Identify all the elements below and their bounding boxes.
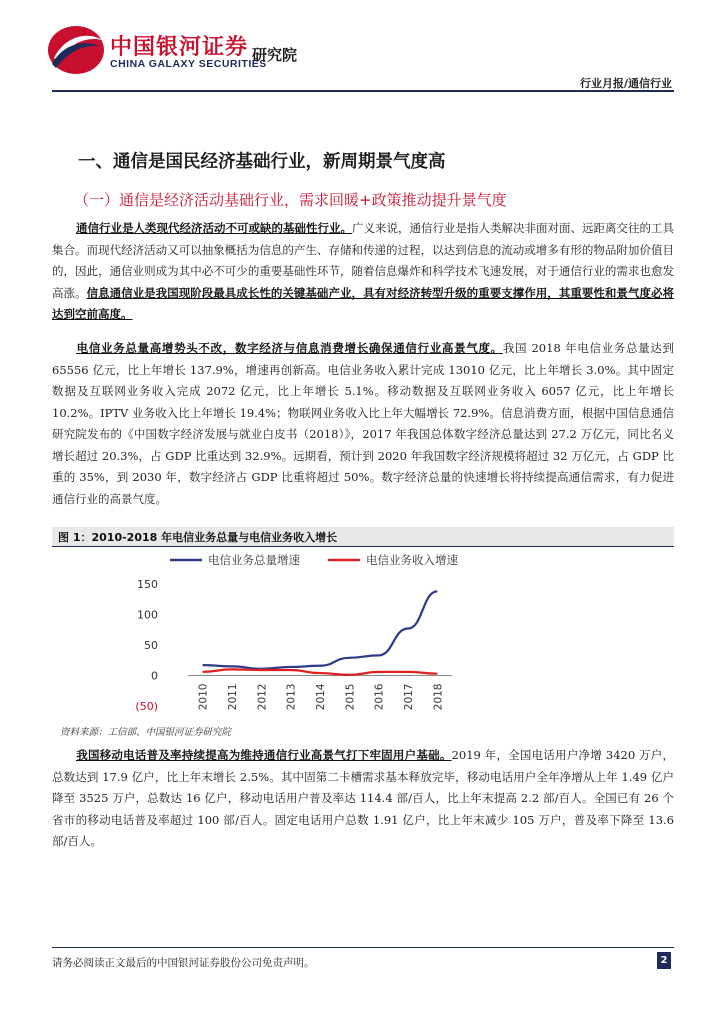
institute-label: 研究院 [252,46,298,64]
paragraph-lead-bold: 通信行业是人类现代经济活动不可或缺的基础性行业。 [76,221,352,235]
y-tick-label: 150 [137,578,158,591]
x-axis [198,683,445,710]
x-tick-label: 2015 [344,683,357,711]
page-number: 2 [657,952,671,969]
paragraph-body: 广义来说，通信行业是指人类解决非面对面、远距离交往的工具集合。而现代经济活动又可以抽象概括为信息的产生、存储和传递的过程，以达到信息的流动或增多有形的物品附加价值目的，因此，通信业则成为其中必不可少的重要基础性环节，随着信息爆炸和科学技术飞速发展，对于通信行业的需求也愈发高涨。 [52,221,674,300]
paragraph-mobile-penetration [52,745,674,853]
y-tick-label: 100 [137,608,158,622]
figure-source: 资料来源：工信部、中国银河证券研究院 [60,727,232,738]
series-line-total [203,591,438,668]
subsection-heading: （一）通信是经济活动基础行业，需求回暖+政策推动提升景气度 [74,191,507,209]
legend-label-total: 电信业务总量增速 [208,553,300,567]
y-tick-label: 0 [151,669,158,683]
legend-label-revenue: 电信业务收入增速 [366,553,458,567]
brand-name-en: CHINA GALAXY SECURITIES [110,58,267,70]
brand-name-cn: 中国银河证券 [110,35,249,60]
header-divider [52,90,674,92]
x-tick-label: 2014 [315,683,327,711]
y-tick-label: (50) [135,700,158,713]
x-tick-label: 2012 [256,683,269,711]
paragraph-tail-bold: 信息通信业是我国现阶段最具成长性的关键基础产业，具有对经济转型升级的重要支撑作用，其重要性和景气度必将达到空前高度。 [52,285,674,321]
footer-disclaimer: 请务必阅读正文最后的中国银河证券股份公司免责声明。 [52,957,315,969]
x-tick-label: 2013 [285,683,298,711]
paragraph-industry-basis [52,218,674,326]
paragraph-lead-bold: 我国移动电话普及率持续提高为维持通信行业高景气打下牢固用户基础。 [76,748,452,762]
x-tick-label: 2017 [403,683,415,711]
report-type-label: 行业月报/通信行业 [579,77,672,90]
paragraph-lead-bold: 电信业务总量高增势头不改，数字经济与信息消费增长确保通信行业高景气度。 [76,341,503,355]
y-tick-label: 50 [144,639,158,652]
y-axis [135,578,158,713]
x-tick-label: 2011 [227,683,239,711]
x-tick-label: 2016 [373,683,386,711]
paragraph-telecom-volume [52,338,674,510]
growth-line-chart [52,548,472,720]
figure-title: 图 1：2010-2018 年电信业务总量与电信业务收入增长 [58,531,338,544]
x-tick-label: 2010 [197,683,210,711]
x-tick-label: 2018 [432,683,445,711]
section-heading: 一、通信是国民经济基础行业，新周期景气度高 [78,152,446,172]
paragraph-body: 2019 年，全国电话用户净增 3420 万户，总数达到 17.9 亿户，比上年末增长 2.5%。其中固第二卡槽需求基本释放完毕，移动电话用户全年净增从上年 1.49 亿户降至 3525 万户，总数达 16 亿户，移动电话用户普及率达 114.4 部/百人，比上年末提高 2.2 部/百人。全国已有 26 个省市的移动电话普及率超过 100 部/百人。固定电话用户总数 1.91 亿户，比上年末减少 105 万户，普及率下降至 13.6 部/百人。 [52,748,674,848]
footer-divider [52,947,674,948]
series-line-revenue [203,669,438,674]
galaxy-logo-icon [46,24,106,76]
paragraph-body: 我国 2018 年电信业务总量达到 65556 亿元，比上年增长 137.9%，增速再创新高。电信业务收入累计完成 13010 亿元，比上年增长 3.0%。其中固定数据及互联网业务收入完成 2072 亿元，比上年增长 5.1%。移动数据及互联网业务收入 6057 亿元，比上年增长 10.2%。IPTV 业务收入比上年增长 19.4%；物联网业务收入比上年大幅增长 72.9%。信息消费方面，根据中国信息通信研究院发布的《中国数字经济发展与就业白皮书（2018）》，2017 年我国总体数字经济总量达到 27.2 万亿元，同比名义增长超过 20.3%，占 GDP 比重达到 32.9%。远期看，预计到 2020 年我国数字经济规模将超过 32 万亿元，占 GDP 比重的 35%，到 2030 年，数字经济占 GDP 比重将超过 50%。数字经济总量的快速增长将持续提高通信需求，有力促进通信行业的高景气度。 [52,341,674,506]
chart-legend [170,553,458,567]
